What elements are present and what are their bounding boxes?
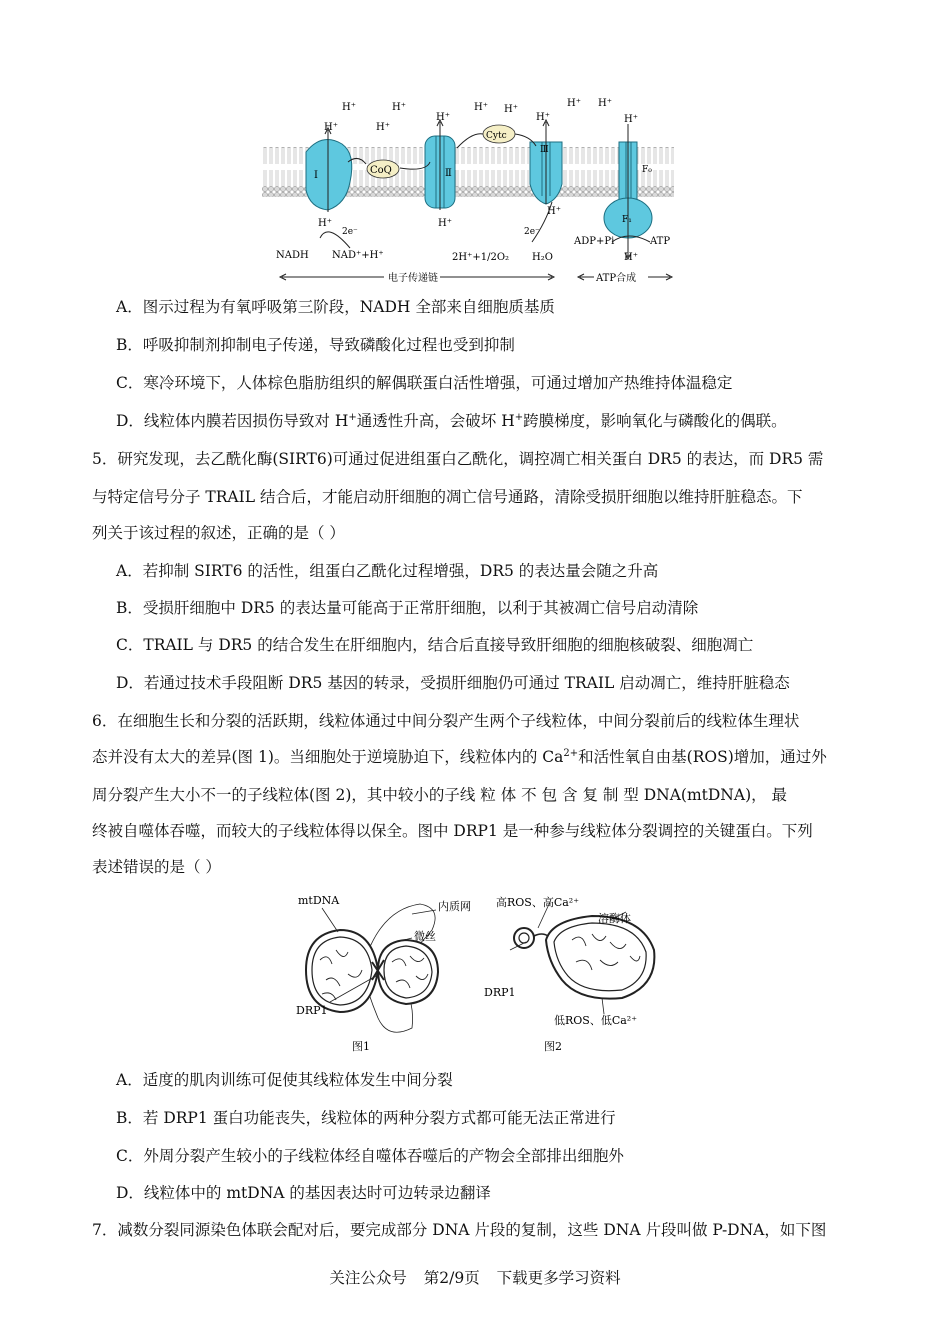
h-label: H⁺ [536, 112, 550, 123]
svg-text:ATP: ATP [650, 236, 671, 247]
svg-text:Cytc: Cytc [486, 131, 507, 141]
q5-stem-line1: 5．研究发现，去乙酰化酶(SIRT6)可通过促进组蛋白乙酰化，调控凋亡相关蛋白 DR5 的表达，而 DR5 需 [92, 450, 824, 468]
svg-text:NAD⁺+H⁺: NAD⁺+H⁺ [332, 250, 384, 261]
footer-left: 关注公众号 [329, 1269, 407, 1287]
label-drp1-fig2: DRP1 [484, 986, 516, 999]
coq-carrier [367, 160, 399, 178]
q5-option-c: C．TRAIL 与 DR5 的结合发生在肝细胞内，结合后直接导致肝细胞的细胞核破裂、细胞凋亡 [116, 636, 754, 654]
superscript-2plus: 2+ [563, 748, 579, 759]
label-microfilament: 微丝 [414, 930, 436, 943]
svg-text:2e⁻: 2e⁻ [524, 227, 540, 237]
svg-text:ADP+Pi: ADP+Pi [574, 236, 615, 247]
q6-option-b: B．若 DRP1 蛋白功能丧失，线粒体的两种分裂方式都可能无法正常进行 [116, 1109, 616, 1127]
q4-d-part2: 通透性升高，会破坏 H [356, 412, 515, 430]
label-er: 内质网 [438, 900, 471, 913]
svg-text:2e⁻: 2e⁻ [342, 227, 358, 237]
svg-text:Ⅲ: Ⅲ [540, 145, 549, 155]
footer-right: 下载更多学习资料 [496, 1269, 621, 1287]
chain-label: 电子传递链 [388, 273, 438, 284]
label-lysosome: 溶酶体 [598, 912, 631, 925]
q7-stem-line1: 7．减数分裂同源染色体联会配对后，要完成部分 DNA 片段的复制，这些 DNA 片段叫做 P-DNA，如下图 [92, 1221, 827, 1239]
q6-option-a: A．适度的肌肉训练可促使其线粒体发生中间分裂 [116, 1071, 453, 1089]
q4-d-part3: 跨膜梯度，影响氧化与磷酸化的偶联。 [523, 412, 787, 430]
q4-option-c: C．寒冷环境下，人体棕色脂肪组织的解偶联蛋白活性增强，可通过增加产热维持体温稳定 [116, 374, 733, 392]
atp-synthesis-label: ATP合成 [596, 273, 637, 284]
q4-option-b: B．呼吸抑制剂抑制电子传递，导致磷酸化过程也受到抑制 [116, 336, 515, 354]
q6-stem-line2 [92, 746, 827, 768]
cytc-carrier [483, 125, 515, 143]
svg-text:CoQ: CoQ [370, 165, 392, 176]
q5-option-b: B．受损肝细胞中 DR5 的表达量可能高于正常肝细胞，以利于其被凋亡信号启动清除 [116, 599, 699, 617]
h-label: H⁺ [392, 102, 406, 113]
h-label: H⁺ [376, 122, 390, 133]
h-label: H⁺ [567, 98, 581, 109]
h-label: H⁺ [438, 218, 452, 229]
q6-stem-line3: 周分裂产生大小不一的子线粒体(图 2)，其中较小的子线 粒 体 不 包 含 复 制 型 DNA(mtDNA)， 最 [92, 786, 788, 804]
svg-text:H₂O: H₂O [532, 252, 553, 263]
figure-2-peripheral-division [510, 902, 654, 1014]
h-label: H⁺ [598, 98, 612, 109]
h-label: H⁺ [318, 218, 332, 229]
caption-fig2: 图2 [544, 1040, 562, 1053]
q4-option-d [116, 410, 787, 432]
q6-option-d: D．线粒体中的 mtDNA 的基因表达时可边转录边翻译 [116, 1184, 491, 1202]
label-mtdna: mtDNA [298, 894, 340, 907]
q6-stem-line1: 6．在细胞生长和分裂的活跃期，线粒体通过中间分裂产生两个子线粒体，中间分裂前后的线粒体生理状 [92, 712, 800, 730]
label-low-ros: 低ROS、低Ca²⁺ [554, 1014, 638, 1027]
q4-d-part1: D．线粒体内膜若因损伤导致对 H [116, 412, 349, 430]
q6-stem-line2a: 态并没有太大的差异(图 1)。当细胞处于逆境胁迫下，线粒体内的 Ca [92, 748, 564, 766]
page-footer [0, 1266, 950, 1288]
h-label: H⁺ [547, 206, 561, 217]
q4-option-a: A．图示过程为有氧呼吸第三阶段，NADH 全部来自细胞质基质 [116, 298, 555, 316]
h-label: H⁺ [436, 112, 450, 123]
svg-text:I: I [314, 170, 318, 181]
svg-text:F₀: F₀ [642, 165, 652, 175]
complex-1 [306, 140, 352, 211]
footer-page-number: 第2/9页 [423, 1269, 480, 1287]
q6-stem-line5: 表述错误的是（ ） [92, 858, 221, 876]
q6-option-c: C．外周分裂产生较小的子线粒体经自噬体吞噬后的产物会全部排出细胞外 [116, 1147, 624, 1165]
h-label: H⁺ [504, 104, 518, 115]
q5-option-a: A．若抑制 SIRT6 的活性，组蛋白乙酰化过程增强，DR5 的表达量会随之升高 [116, 562, 659, 580]
electron-transport-diagram [262, 92, 674, 288]
label-drp1-fig1: DRP1 [296, 1004, 328, 1017]
q5-stem-line2: 与特定信号分子 TRAIL 结合后，才能启动肝细胞的凋亡信号通路，清除受损肝细胞以维持肝脏稳态。下 [92, 488, 803, 506]
label-high-ros: 高ROS、高Ca²⁺ [496, 896, 580, 909]
q5-option-d: D．若通过技术手段阻断 DR5 基因的转录，受损肝细胞仍可通过 TRAIL 启动凋亡，维持肝脏稳态 [116, 674, 790, 692]
superscript-plus: + [514, 412, 524, 423]
caption-fig1: 图1 [352, 1040, 370, 1053]
q6-stem-line2b: 和活性氧自由基(ROS)增加，通过外 [578, 748, 827, 766]
svg-text:Ⅱ: Ⅱ [445, 168, 452, 179]
mitochondria-division-diagram [292, 890, 664, 1058]
q5-stem-line3: 列关于该过程的叙述，正确的是（ ） [92, 524, 345, 542]
svg-text:NADH: NADH [276, 250, 309, 261]
svg-text:2H⁺+1/2O₂: 2H⁺+1/2O₂ [452, 252, 510, 263]
h-label: H⁺ [474, 102, 488, 113]
svg-text:F₁: F₁ [622, 215, 632, 225]
q6-stem-line4: 终被自噬体吞噬，而较大的子线粒体得以保全。图中 DRP1 是一种参与线粒体分裂调控的关键蛋白。下列 [92, 822, 813, 840]
h-label: H⁺ [624, 252, 638, 263]
h-label: H⁺ [342, 102, 356, 113]
superscript-plus: + [348, 412, 357, 423]
h-label: H⁺ [324, 122, 338, 133]
h-label: H⁺ [624, 114, 638, 125]
